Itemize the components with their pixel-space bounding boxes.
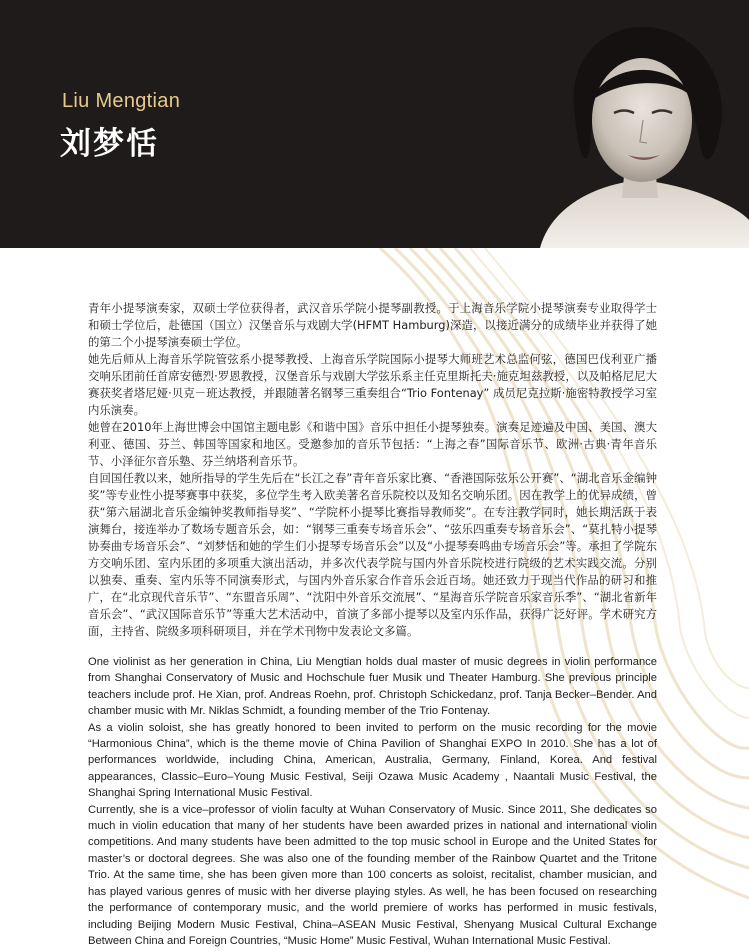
bio-en-paragraph: As a violin soloist, she has greatly honored to been invited to perform on the music recording for the movie “Harmonious China”, which is the theme movie of China Pavilion of Shanghai EXPO In 2010. She has a lot of performances worldwide, including China, American, Australia, Germany, Finland, Korea. And festival appearances, Classic–Euro–Young Music Festival, Seiji Ozawa Music Academy , Naantali Music Festival, the Shanghai Spring International Music Festival. <box>88 721 657 800</box>
header-banner <box>0 0 749 248</box>
bio-en-paragraph: One violinist as her generation in China, Liu Mengtian holds dual master of music degrees in violin performance from Shanghai Conservatory of Music and Hochschule fuer Musik und Theater Hamburg. She previous principle teachers include prof. He Xian, prof. Andreas Roehn, prof. Christoph Schickedanz, prof. Tanja Becker–Bender. And chamber music with Mr. Niklas Schmidt, a founding member of the Trio Fontenay. <box>88 656 657 718</box>
bio-cn-paragraph: 自回国任教以来，她所指导的学生先后在“长江之春”青年音乐家比赛、“香港国际弦乐公开赛”、“湖北音乐金编钟奖”等专业性小提琴赛事中获奖，多位学生考入欧美著名音乐院校以及知名交响乐团。因在教学上的优异成绩，曾获“第六届湖北音乐金编钟奖教师指导奖”、“学院杯小提琴比赛指导教师奖”。在专注教学同时，她长期活跃于表演舞台，接连举办了数场专题音乐会，如：“钢琴三重奏专场音乐会”、“弦乐四重奏专场音乐会”、“莫扎特小提琴协奏曲专场音乐会”、“刘梦恬和她的学生们小提琴专场音乐会”以及“小提琴奏鸣曲专场音乐会”等。承担了学院东方交响乐团、室内乐团的多项重大演出活动，并多次代表学院与国内外音乐院校进行院级的艺术实践交流。分别以独奏、重奏、室内乐等不同演奏形式，与国内外音乐家合作音乐会近百场。她还致力于现当代作品的研习和推广，在“北京现代音乐节”、“东盟音乐周”、“沈阳中外音乐交流展”、“星海音乐学院音乐家音乐季”、“湖北省新年音乐会”、“武汉国际音乐节”等重大艺术活动中，首演了多部小提琴以及室内乐作品，获得广泛好评。学术研究方面，主持省、院级多项科研项目，并在学术刊物中发表论文多篇。 <box>88 471 657 638</box>
bio-cn-paragraph: 她曾在2010年上海世博会中国馆主题电影《和谐中国》音乐中担任小提琴独奏。演奏足迹遍及中国、美国、澳大利亚、德国、芬兰、韩国等国家和地区。受邀参加的音乐节包括：“上海之春”国际音乐节、欧洲·古典·青年音乐节、小泽征尔音乐塾、芬兰纳塔利音乐节。 <box>88 420 657 468</box>
name-chinese: 刘梦恬 <box>60 126 159 162</box>
bio-cn-paragraph: 她先后师从上海音乐学院管弦系小提琴教授、上海音乐学院国际小提琴大师班艺术总监何弦，德国巴伐利亚广播交响乐团前任首席安德烈·罗恩教授，汉堡音乐与戏剧大学弦乐系主任克里斯托夫·施克坦兹教授，以及帕格尼尼大赛获奖者塔尼娅·贝克－班达教授，并跟随著名钢琴三重奏组合“Trio Fontenay” 成员尼克拉斯·施密特教授学习室内乐演奏。 <box>88 352 657 417</box>
portrait-photo <box>530 20 749 248</box>
biography-content <box>88 300 657 949</box>
biography-english <box>88 654 657 949</box>
biography-chinese <box>88 300 657 640</box>
bio-cn-paragraph: 青年小提琴演奏家，双硕士学位获得者，武汉音乐学院小提琴副教授。于上海音乐学院小提琴演奏专业取得学士和硕士学位后，赴德国（国立）汉堡音乐与戏剧大学(HFMT Hamburg)深造，以接近满分的成绩毕业并获得了她的第二个小提琴演奏硕士学位。 <box>88 301 657 349</box>
name-english: Liu Mengtian <box>62 90 181 112</box>
bio-en-paragraph: Currently, she is a vice–professor of violin faculty at Wuhan Conservatory of Music. Since 2011, She dedicates so much in violin education that many of her students have been awarded prizes in national and international violin competitions. And many students have been admitted to the top music school in Europe and the United States for master’s or doctoral degrees. She was also one of the founding member of the Rainbow Quartet and the Tritone Trio. At the same time, she has been given more than 100 concerts as soloist, recitalist, chamber musician, and has played various genres of music with her diverse playing styles. As well, he has been focused on researching the performance of contemporary music, and the world premiere of works has performed in music festivals, including Beijing Modern Music Festival, China–ASEAN Music Festival, Shenyang Musical Cultural Exchange Between China and Foreign Countries, “Music Home” Music Festival, Wuhan International Music Festival. <box>88 803 657 947</box>
